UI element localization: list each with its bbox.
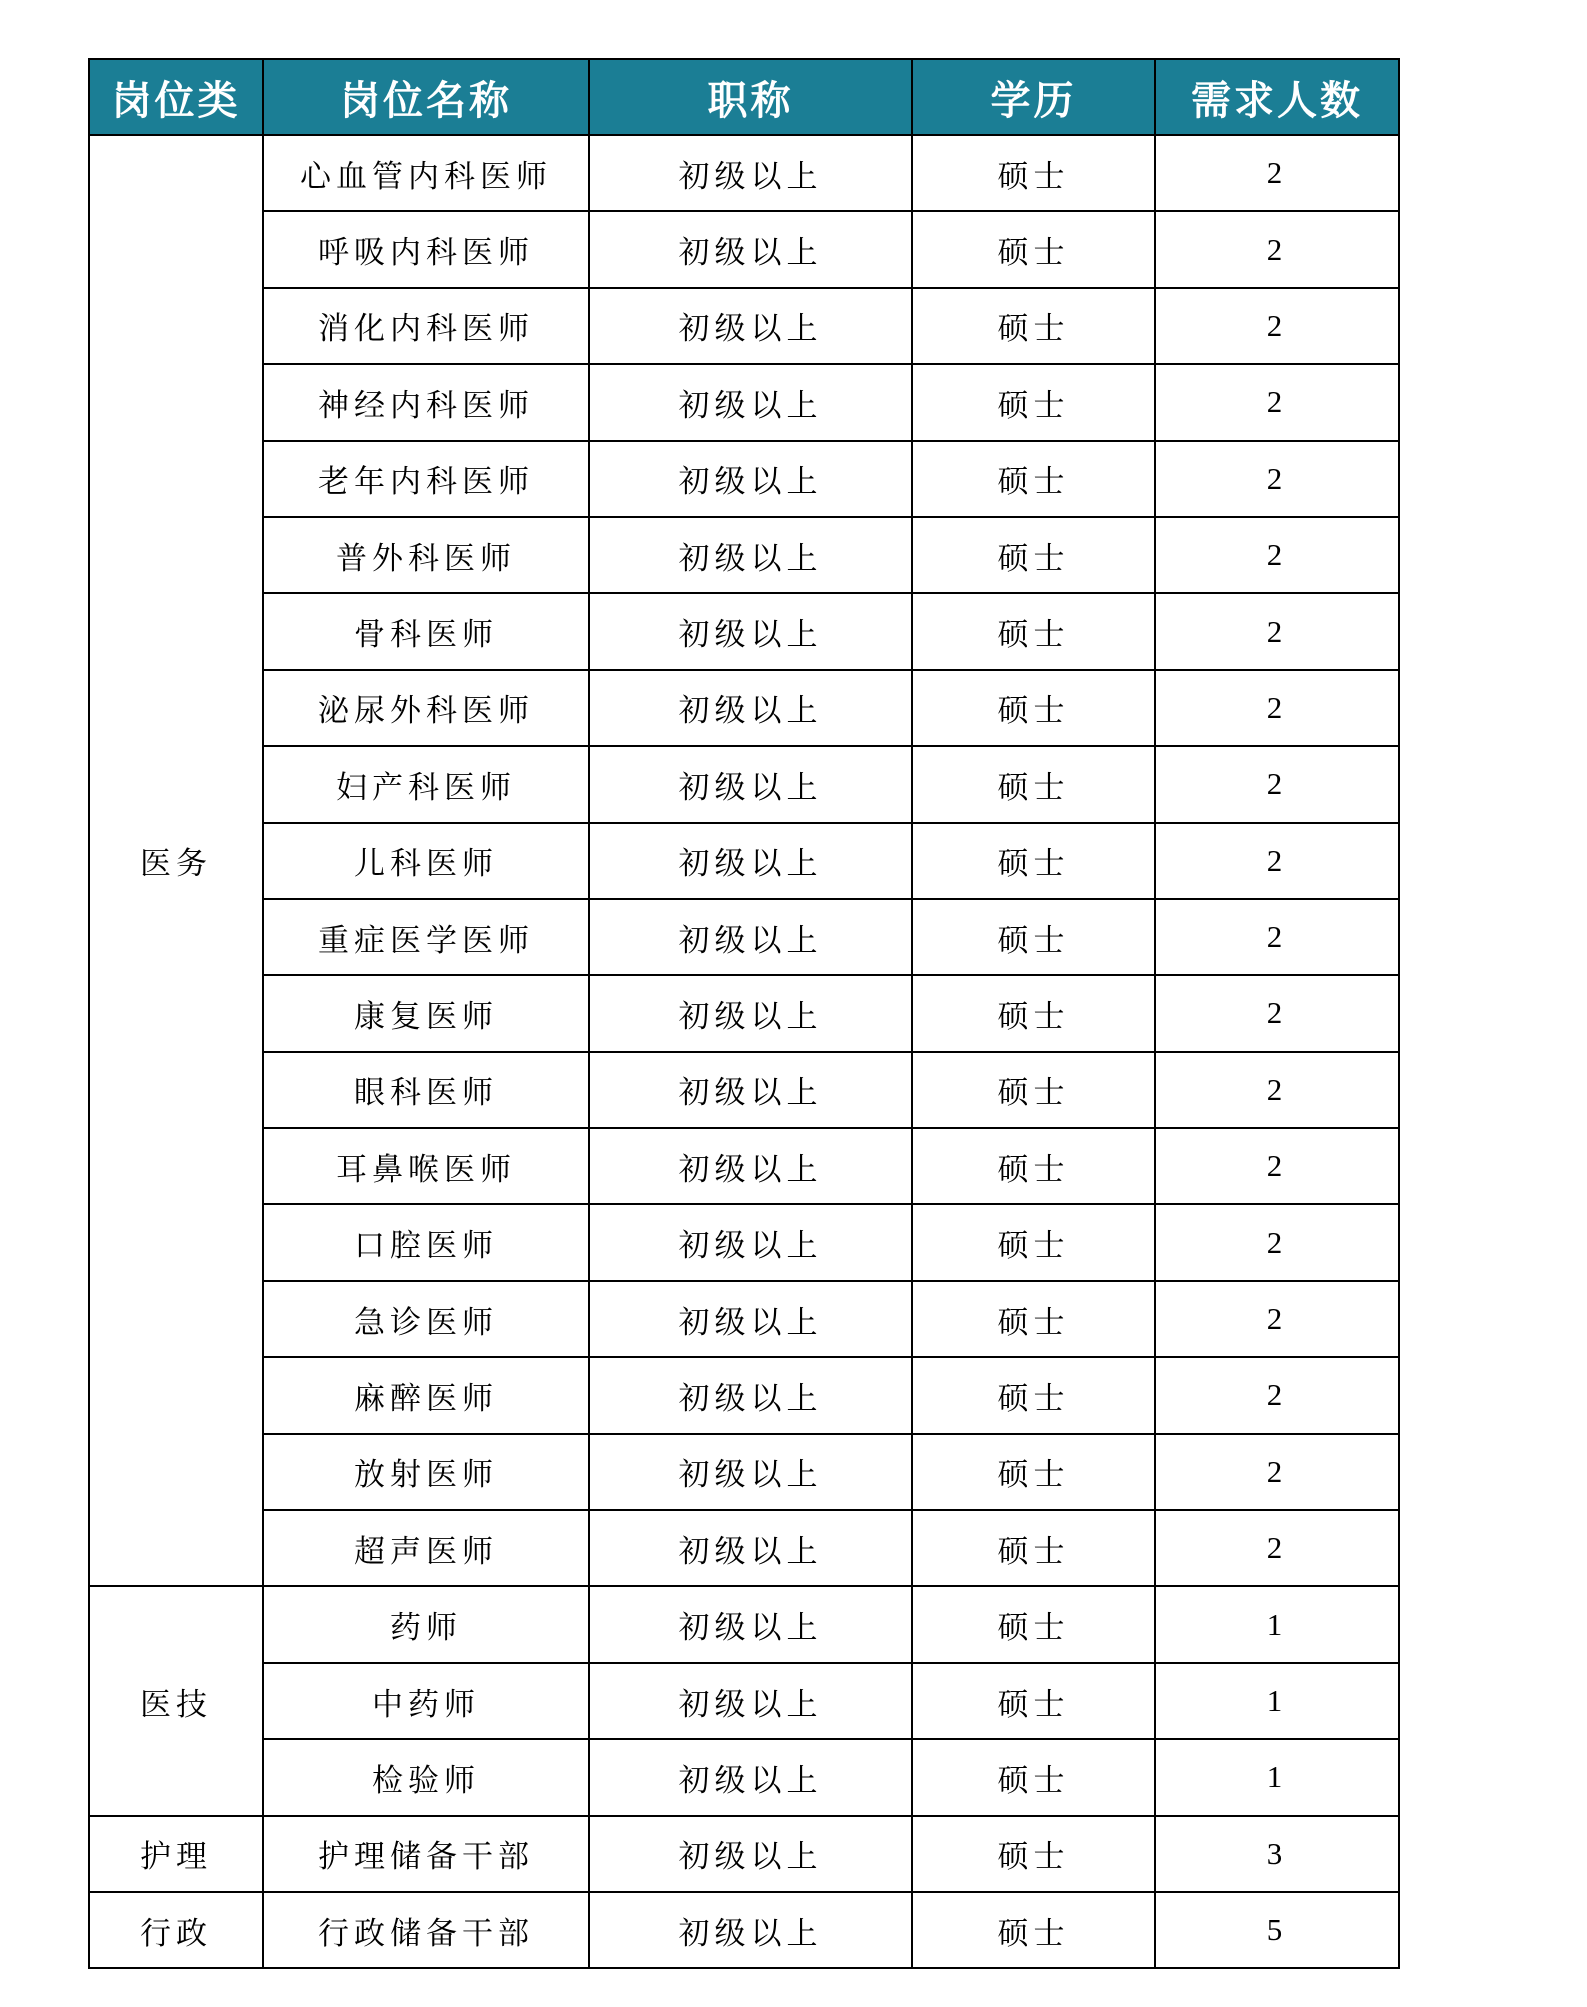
position-name-cell: 骨科医师 — [263, 593, 589, 669]
title-cell: 初级以上 — [589, 1204, 912, 1280]
table-row — [89, 1128, 1399, 1204]
education-cell: 硕士 — [912, 1510, 1155, 1586]
education-cell: 硕士 — [912, 975, 1155, 1051]
position-name-cell: 耳鼻喉医师 — [263, 1128, 589, 1204]
headcount-cell: 2 — [1155, 135, 1399, 211]
headcount-cell: 2 — [1155, 517, 1399, 593]
title-cell: 初级以上 — [589, 517, 912, 593]
education-cell: 硕士 — [912, 288, 1155, 364]
position-name-cell: 口腔医师 — [263, 1204, 589, 1280]
education-cell: 硕士 — [912, 1204, 1155, 1280]
title-cell: 初级以上 — [589, 1663, 912, 1739]
headcount-cell: 2 — [1155, 975, 1399, 1051]
title-cell: 初级以上 — [589, 1892, 912, 1968]
headcount-cell: 2 — [1155, 670, 1399, 746]
headcount-cell: 2 — [1155, 211, 1399, 287]
title-cell: 初级以上 — [589, 746, 912, 822]
position-name-cell: 心血管内科医师 — [263, 135, 589, 211]
title-cell: 初级以上 — [589, 1586, 912, 1662]
position-name-cell: 儿科医师 — [263, 823, 589, 899]
headcount-cell: 2 — [1155, 1128, 1399, 1204]
table-row — [89, 364, 1399, 440]
title-cell: 初级以上 — [589, 1128, 912, 1204]
headcount-cell: 2 — [1155, 593, 1399, 669]
position-name-cell: 妇产科医师 — [263, 746, 589, 822]
education-cell: 硕士 — [912, 1892, 1155, 1968]
title-cell: 初级以上 — [589, 1052, 912, 1128]
table-row — [89, 899, 1399, 975]
table-row — [89, 288, 1399, 364]
headcount-cell: 1 — [1155, 1739, 1399, 1815]
education-cell: 硕士 — [912, 1052, 1155, 1128]
position-name-cell: 行政储备干部 — [263, 1892, 589, 1968]
headcount-cell: 2 — [1155, 1434, 1399, 1510]
title-cell: 初级以上 — [589, 593, 912, 669]
title-cell: 初级以上 — [589, 823, 912, 899]
education-cell: 硕士 — [912, 211, 1155, 287]
title-cell: 初级以上 — [589, 211, 912, 287]
title-cell: 初级以上 — [589, 1434, 912, 1510]
table-row — [89, 1281, 1399, 1357]
position-name-cell: 康复医师 — [263, 975, 589, 1051]
position-name-cell: 药师 — [263, 1586, 589, 1662]
position-name-cell: 老年内科医师 — [263, 441, 589, 517]
table-row — [89, 1204, 1399, 1280]
position-name-cell: 检验师 — [263, 1739, 589, 1815]
headcount-cell: 2 — [1155, 364, 1399, 440]
title-cell: 初级以上 — [589, 899, 912, 975]
position-name-cell: 眼科医师 — [263, 1052, 589, 1128]
education-cell: 硕士 — [912, 670, 1155, 746]
table-row — [89, 517, 1399, 593]
headcount-cell: 2 — [1155, 1281, 1399, 1357]
headcount-cell: 1 — [1155, 1586, 1399, 1662]
position-name-cell: 呼吸内科医师 — [263, 211, 589, 287]
headcount-cell: 2 — [1155, 899, 1399, 975]
headcount-cell: 1 — [1155, 1663, 1399, 1739]
table-row — [89, 211, 1399, 287]
column-header-position-category: 岗位类 — [89, 59, 263, 135]
title-cell: 初级以上 — [589, 135, 912, 211]
header-row — [89, 59, 1399, 135]
title-cell: 初级以上 — [589, 670, 912, 746]
column-header-title: 职称 — [589, 59, 912, 135]
headcount-cell: 2 — [1155, 1052, 1399, 1128]
table-row — [89, 135, 1399, 211]
category-cell: 医技 — [89, 1586, 263, 1815]
table-row — [89, 1052, 1399, 1128]
headcount-cell: 2 — [1155, 1510, 1399, 1586]
table-row — [89, 746, 1399, 822]
education-cell: 硕士 — [912, 1739, 1155, 1815]
education-cell: 硕士 — [912, 593, 1155, 669]
category-cell: 医务 — [89, 135, 263, 1586]
title-cell: 初级以上 — [589, 441, 912, 517]
position-name-cell: 泌尿外科医师 — [263, 670, 589, 746]
table-row — [89, 1586, 1399, 1662]
education-cell: 硕士 — [912, 1816, 1155, 1892]
education-cell: 硕士 — [912, 517, 1155, 593]
title-cell: 初级以上 — [589, 364, 912, 440]
education-cell: 硕士 — [912, 135, 1155, 211]
title-cell: 初级以上 — [589, 975, 912, 1051]
column-header-position-name: 岗位名称 — [263, 59, 589, 135]
category-cell: 行政 — [89, 1892, 263, 1968]
table-row — [89, 1357, 1399, 1433]
category-cell: 护理 — [89, 1816, 263, 1892]
title-cell: 初级以上 — [589, 1510, 912, 1586]
position-name-cell: 放射医师 — [263, 1434, 589, 1510]
table-row — [89, 1663, 1399, 1739]
headcount-cell: 2 — [1155, 441, 1399, 517]
headcount-cell: 2 — [1155, 1204, 1399, 1280]
position-name-cell: 中药师 — [263, 1663, 589, 1739]
title-cell: 初级以上 — [589, 1281, 912, 1357]
title-cell: 初级以上 — [589, 288, 912, 364]
education-cell: 硕士 — [912, 1281, 1155, 1357]
table-body — [89, 135, 1399, 1968]
education-cell: 硕士 — [912, 441, 1155, 517]
headcount-cell: 3 — [1155, 1816, 1399, 1892]
table-row — [89, 1510, 1399, 1586]
position-name-cell: 普外科医师 — [263, 517, 589, 593]
title-cell: 初级以上 — [589, 1739, 912, 1815]
headcount-cell: 2 — [1155, 1357, 1399, 1433]
table-row — [89, 1816, 1399, 1892]
table-row — [89, 823, 1399, 899]
education-cell: 硕士 — [912, 1663, 1155, 1739]
position-name-cell: 麻醉医师 — [263, 1357, 589, 1433]
column-header-education: 学历 — [912, 59, 1155, 135]
table-row — [89, 975, 1399, 1051]
position-name-cell: 超声医师 — [263, 1510, 589, 1586]
table-row — [89, 593, 1399, 669]
education-cell: 硕士 — [912, 1128, 1155, 1204]
education-cell: 硕士 — [912, 746, 1155, 822]
table-row — [89, 1892, 1399, 1968]
table-row — [89, 670, 1399, 746]
column-header-headcount: 需求人数 — [1155, 59, 1399, 135]
position-name-cell: 护理储备干部 — [263, 1816, 589, 1892]
recruitment-table — [88, 58, 1400, 1969]
headcount-cell: 2 — [1155, 746, 1399, 822]
education-cell: 硕士 — [912, 1357, 1155, 1433]
title-cell: 初级以上 — [589, 1357, 912, 1433]
education-cell: 硕士 — [912, 1586, 1155, 1662]
table-row — [89, 1739, 1399, 1815]
position-name-cell: 重症医学医师 — [263, 899, 589, 975]
table-row — [89, 1434, 1399, 1510]
position-name-cell: 消化内科医师 — [263, 288, 589, 364]
title-cell: 初级以上 — [589, 1816, 912, 1892]
headcount-cell: 2 — [1155, 288, 1399, 364]
headcount-cell: 2 — [1155, 823, 1399, 899]
education-cell: 硕士 — [912, 1434, 1155, 1510]
table-row — [89, 441, 1399, 517]
headcount-cell: 5 — [1155, 1892, 1399, 1968]
education-cell: 硕士 — [912, 823, 1155, 899]
position-name-cell: 急诊医师 — [263, 1281, 589, 1357]
education-cell: 硕士 — [912, 364, 1155, 440]
education-cell: 硕士 — [912, 899, 1155, 975]
position-name-cell: 神经内科医师 — [263, 364, 589, 440]
